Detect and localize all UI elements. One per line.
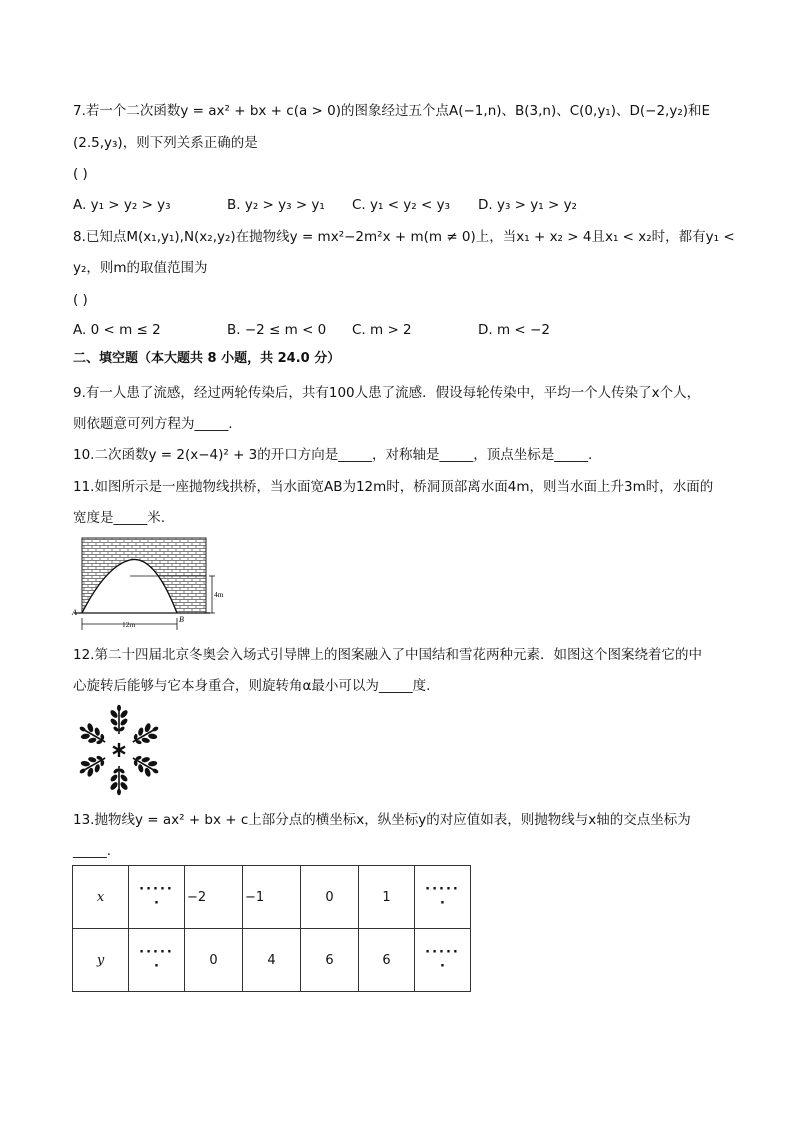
q11-stem-line2: 宽度是_____米. (73, 510, 166, 526)
q7-answer-paren: ( ) (73, 166, 88, 182)
table-header-y: y (73, 929, 129, 992)
snowflake-knot-figure (76, 704, 162, 796)
q12-stem-line2: 心旋转后能够与它本身重合，则旋转角α最小可以为_____度. (73, 678, 431, 694)
q7-stem-line2: (2.5,y₃)，则下列关系正确的是 (73, 135, 258, 151)
table-cell-ellipsis: ····· · (415, 866, 471, 929)
q7-stem-line1: 7.若一个二次函数y = ax² + bx + c(a > 0)的图象经过五个点A(−1,n)、B(3,n)、C(0,y₁)、D(−2,y₂)和E (73, 103, 711, 119)
label-point-a: A (72, 608, 77, 617)
q8-stem-line2: y₂，则m的取值范围为 (73, 260, 208, 276)
q13-stem-line2: _____. (73, 843, 112, 859)
table-row-y (73, 929, 471, 992)
value-table (72, 865, 471, 992)
q8-option-d: D. m < −2 (478, 322, 550, 338)
section-heading-fill-in: 二、填空题（本大题共 8 小题，共 24.0 分） (73, 351, 341, 366)
q7-option-c: C. y₁ < y₂ < y₃ (352, 197, 451, 213)
table-cell: 0 (185, 929, 243, 992)
q11-stem-line1: 11.如图所示是一座抛物线拱桥，当水面宽AB为12m时，桥洞顶部离水面4m，则当水面上升3m时，水面的 (73, 479, 714, 495)
q9-stem-line1: 9.有一人患了流感，经过两轮传染后，共有100人患了流感．假设每轮传染中，平均一个人传染了x个人， (73, 385, 701, 401)
q7-option-b: B. y₂ > y₃ > y₁ (227, 197, 325, 213)
table-header-x: x (73, 866, 129, 929)
table-cell: 6 (301, 929, 359, 992)
table-cell-ellipsis: ····· · (129, 929, 185, 992)
table-cell: −1 (243, 866, 301, 929)
table-cell-ellipsis: ····· · (415, 929, 471, 992)
label-point-b: B (179, 615, 184, 624)
q8-option-a: A. 0 < m ≤ 2 (73, 322, 161, 338)
q8-option-b: B. −2 ≤ m < 0 (227, 322, 327, 338)
q12-stem-line1: 12.第二十四届北京冬奥会入场式引导牌上的图案融入了中国结和雪花两种元素．如图这个图案绕着它的中 (73, 647, 702, 663)
table-cell: −2 (185, 866, 243, 929)
q7-option-a: A. y₁ > y₂ > y₃ (73, 197, 171, 213)
bridge-arch-figure (70, 536, 230, 632)
table-cell: 4 (243, 929, 301, 992)
label-height-4m: 4m (214, 590, 224, 599)
table-cell: 6 (359, 929, 415, 992)
q9-stem-line2: 则依题意可列方程为_____. (73, 416, 233, 432)
bridge-brick-body (82, 538, 206, 613)
q8-answer-paren: ( ) (73, 292, 88, 308)
q7-option-d: D. y₃ > y₁ > y₂ (478, 197, 577, 213)
table-cell: 0 (301, 866, 359, 929)
table-cell: 1 (359, 866, 415, 929)
q10-stem: 10.二次函数y = 2(x−4)² + 3的开口方向是_____，对称轴是_____，顶点坐标是_____. (73, 447, 593, 463)
q8-stem-line1: 8.已知点M(x₁,y₁),N(x₂,y₂)在抛物线y = mx²−2m²x + m(m ≠ 0)上，当x₁ + x₂ > 4且x₁ < x₂时，都有y₁ < (73, 229, 735, 245)
q8-option-c: C. m > 2 (352, 322, 412, 338)
table-cell-ellipsis: ····· · (129, 866, 185, 929)
snowflake-center (113, 743, 125, 757)
label-width-12m: 12m (122, 620, 136, 629)
q13-stem-line1: 13.抛物线y = ax² + bx + c上部分点的横坐标x，纵坐标y的对应值如表，则抛物线与x轴的交点坐标为 (73, 812, 691, 828)
table-row-x (73, 866, 471, 929)
